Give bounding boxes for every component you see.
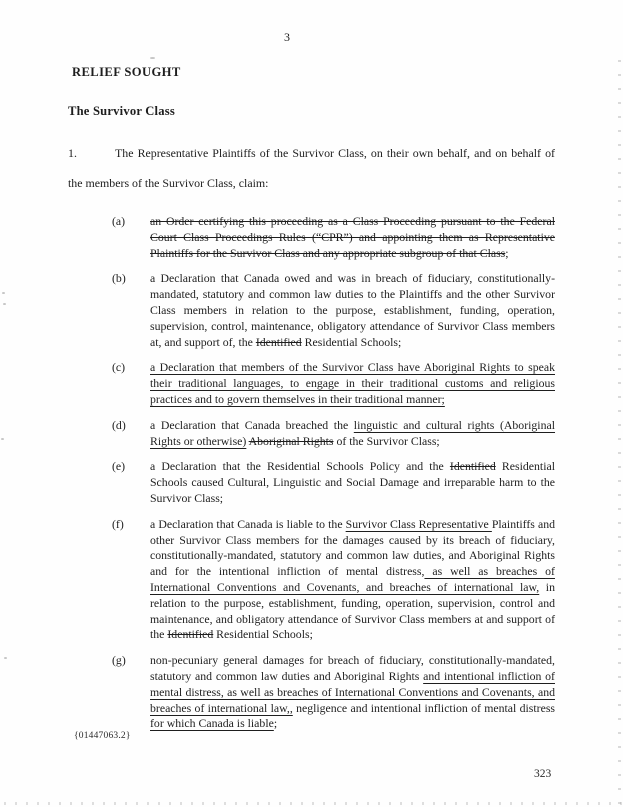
scan-speck — [1, 438, 4, 440]
claim-item-g — [112, 653, 555, 732]
heading-survivor-class: The Survivor Class — [68, 104, 175, 118]
claim-item-a — [112, 214, 555, 261]
scan-edge-right — [618, 60, 621, 807]
scan-speck — [150, 57, 155, 59]
paragraph-1 — [68, 138, 555, 198]
claim-item-c — [112, 360, 555, 407]
scan-edge-bottom — [4, 802, 623, 805]
claim-label: (g) — [112, 653, 126, 668]
page-number-top: 3 — [284, 30, 290, 44]
claim-text: a Declaration that Canada is liable to the Survivor Class Representative Plaintiffs and other Survivor Class members for the damages caused by its breach of fiduciary, constitutionally-mandated, statutory and common law duties, and Aboriginal Rights and for the intentional infliction of mental distress, as well as breaches of International Conventions and Covenants, and breaches of international law, in relation to the purpose, establishment, funding, operation, supervision, control and maintenance, and obligatory attendance of Survivor Class members at and support of the Identified Residential Schools; — [150, 516, 555, 642]
scan-speck — [2, 292, 5, 294]
claims-list — [112, 214, 555, 742]
claim-label: (f) — [112, 516, 124, 531]
claim-text: non-pecuniary general damages for breach of fiduciary, constitutionally-mandated, statutory and common law duties and Aboriginal Rights and intentional infliction of mental distress, as well as breaches of International Conventions and Covenants, and breaches of international law,, negligence and intentional infliction of mental distress for which Canada is liable; — [150, 653, 555, 731]
scan-speck — [4, 657, 7, 659]
claim-text: a Declaration that Canada owed and was in breach of fiduciary, constitutionally-mandated, statutory and common law duties to the Plaintiffs and the other Survivor Class members in relation to the purpose, establishment, funding, operation, supervision, control, maintenance, obligatory attendance of Survivor Class members at, and support of, the Identified Residential Schools; — [150, 271, 555, 349]
paragraph-1-text: The Representative Plaintiffs of the Survivor Class, on their own behalf, and on behalf of the members of the Survivor Class, claim: — [68, 146, 555, 190]
bates-stamp-number: 323 — [534, 768, 552, 780]
claim-item-e — [112, 459, 555, 506]
heading-relief-sought: RELIEF SOUGHT — [72, 65, 181, 79]
claim-text: an Order certifying this proceeding as a Class Proceeding pursuant to the Federal Court Class Proceedings Rules (“CPR”) and appointing them as Representative Plaintiffs for the Survivor Class and any appropriate subgroup of that Class; — [150, 214, 555, 260]
claim-item-d — [112, 418, 555, 450]
claim-label: (c) — [112, 360, 126, 375]
scan-speck — [3, 303, 6, 305]
claim-label: (e) — [112, 459, 126, 474]
claim-label: (d) — [112, 417, 126, 432]
paragraph-1-number: 1. — [68, 146, 77, 160]
claim-text: a Declaration that the Residential Schools Policy and the Identified Residential Schools caused Cultural, Linguistic and Social Damage and irreparable harm to the Survivor Class; — [150, 459, 555, 505]
claim-item-f — [112, 517, 555, 643]
claim-label: (b) — [112, 271, 126, 286]
claim-item-b — [112, 271, 555, 350]
claim-label: (a) — [112, 214, 126, 228]
claim-text: a Declaration that members of the Survivor Class have Aboriginal Rights to speak their traditional languages, to engage in their traditional customs and religious practices and to govern themselves in their traditional manner; — [150, 360, 555, 406]
claim-text: a Declaration that Canada breached the linguistic and cultural rights (Aboriginal Rights or otherwise) Aboriginal Rights of the Survivor Class; — [150, 417, 556, 448]
document-control-number: {01447063.2} — [74, 731, 131, 741]
